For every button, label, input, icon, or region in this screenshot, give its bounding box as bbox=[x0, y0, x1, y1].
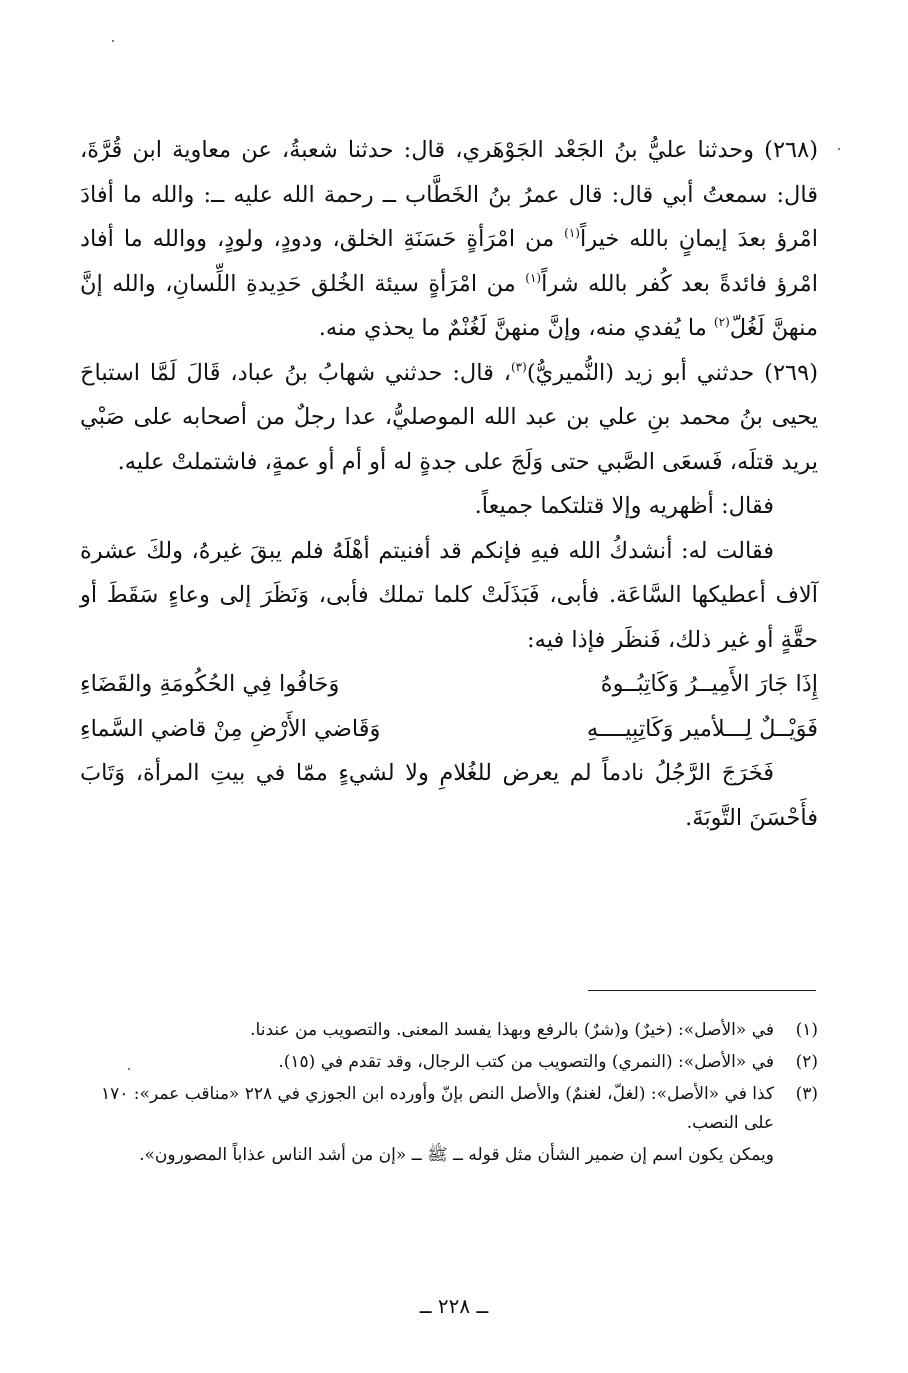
page-number: ــ ٢٢٨ ــ bbox=[419, 1294, 489, 1318]
poem bbox=[80, 662, 818, 751]
dialogue-line: فقال: أظهريه وإلا قتلتكما جميعاً. bbox=[474, 493, 774, 519]
entry-text: ، قال: حدثني شهابُ بنُ عباد، قَالَ لَمَّا استباحَ يحيى بنُ محمد بنِ علي بن عبد الله الموصليُّ، عدا رجلٌ من أصحابه على صَبْي يريد قتلَه، فَسعَى الصَّبي حتى وَلَجَ على جدةٍ له أو أم أو عمةٍ، فاشتملتْ عليه. bbox=[80, 359, 818, 475]
hemistich-first: إِذَا جَارَ الأَمِيــرُ وَكَاتِبُــوهُ bbox=[600, 671, 818, 697]
scan-speck bbox=[838, 148, 840, 150]
footnote-number: (١) bbox=[795, 1020, 818, 1040]
entry-number: (٢٦٩) bbox=[764, 359, 818, 386]
footnote-number: (٣) bbox=[795, 1084, 818, 1104]
footnote-text: كذا في «الأصل»: (لغلّ، لغنمٌ) والأصل النص بإنّ وأورده ابن الجوزي في ٢٢٨ «مناقب عمر»: ١٧٠ على النصب. bbox=[101, 1084, 774, 1133]
footnote-text: في «الأصل»: (النمري) والتصويب من كتب الرجال، وقد تقدم في (١٥). bbox=[278, 1052, 774, 1072]
dialogue-line: فقالت له: أنشدكُ الله فيهِ فإنكم قد أفنيتم أهْلَهُ فلم يبقَ غيرهُ، ولكَ عشرة آلاف أعطيكها السَّاعَة. فأبى، فَبَذَلَتْ كلما تملك فأبى، وَنَظَرَ إلى وعاءٍ سَقَطَ أو حقَّةٍ أو غير ذلك، فَنظَر فإذا فيه: bbox=[80, 537, 818, 653]
footnotes bbox=[80, 1016, 818, 1170]
scan-speck bbox=[128, 1068, 130, 1070]
scan-speck bbox=[112, 40, 114, 42]
main-text bbox=[80, 128, 818, 840]
poem-verse bbox=[80, 707, 818, 752]
entry-269 bbox=[80, 351, 818, 485]
footnote-ref[interactable]: (١) bbox=[564, 226, 580, 240]
hemistich-first: فَوَيْــلٌ لِـــلأمير وَكَاتِبِيــــهِ bbox=[586, 715, 818, 742]
footnote-ref[interactable]: (١) bbox=[525, 270, 542, 285]
hemistich-second: وَقَاضي الأَرْضِ مِنْ قاضي السَّماءِ bbox=[80, 715, 381, 742]
entry-text: من امْرَأةٍ حَسَنَةِ الخلق، ودودٍ، ولودٍ، ووالله ما أفاد امْرؤ فائدةً بعد كُفر بالله شراً bbox=[80, 226, 818, 297]
entry-text: من امْرَأةٍ سيئة الخُلق حَدِيدةِ اللِّسانِ، والله إنَّ منهنَّ لَغُلّ bbox=[80, 270, 818, 341]
entry-number: (٢٦٨) bbox=[764, 137, 818, 163]
footnote-ref[interactable]: (٢) bbox=[713, 315, 730, 329]
honorific-glyph: ﷺ bbox=[427, 1145, 448, 1165]
footnote-separator bbox=[588, 990, 816, 991]
entry-268 bbox=[80, 128, 818, 351]
footnote bbox=[80, 1016, 818, 1045]
footnote-number: (٢) bbox=[795, 1052, 818, 1072]
entry-text: حدثني أبو زيد (النُّميريُّ) bbox=[526, 359, 755, 386]
closing-paragraph: فَخَرَجَ الرَّجُلُ نادماً لم يعرض للغُلامِ ولا لشيءٍ ممّا في بيتِ المرأة، وَتَابَ فأَحْسَنَ التَّوبَةَ. bbox=[80, 760, 818, 831]
footnote bbox=[80, 1080, 818, 1138]
entry-text: وحدثنا عليُّ بنُ الجَعْد الجَوْهَري، قال: حدثنا شعبةُ، عن معاوية ابن قُرَّةَ، قال: سمعتُ أبي قال: قال عمرُ بنُ الخَطَّاب ــ رحمة الله عليه ــ: والله ما أفادَ امْرؤ بعدَ إيمانٍ بالله خيراً bbox=[80, 137, 818, 252]
poem-verse bbox=[80, 662, 818, 707]
hemistich-second: وَحَافُوا فِي الحُكُومَةِ والقَضَاءِ bbox=[80, 671, 340, 697]
footnote bbox=[80, 1048, 818, 1077]
footnote-text: ــ «إن من أشد الناس عذاباً المصورون». bbox=[139, 1145, 428, 1165]
footnote-text: في «الأصل»: (خيرٌ) و(شرٌ) بالرفع وبهذا يفسد المعنى. والتصويب من عندنا. bbox=[250, 1020, 774, 1040]
footnote-ref[interactable]: (٣) bbox=[510, 359, 527, 374]
footnote-text: ويمكن يكون اسم إن ضمير الشأن مثل قوله ــ bbox=[447, 1145, 774, 1165]
footnote-continuation bbox=[80, 1141, 818, 1170]
entry-text: ما يُفدي منه، وإنَّ منهنَّ لَغُنْمٌ ما يحذي منه. bbox=[318, 315, 714, 341]
